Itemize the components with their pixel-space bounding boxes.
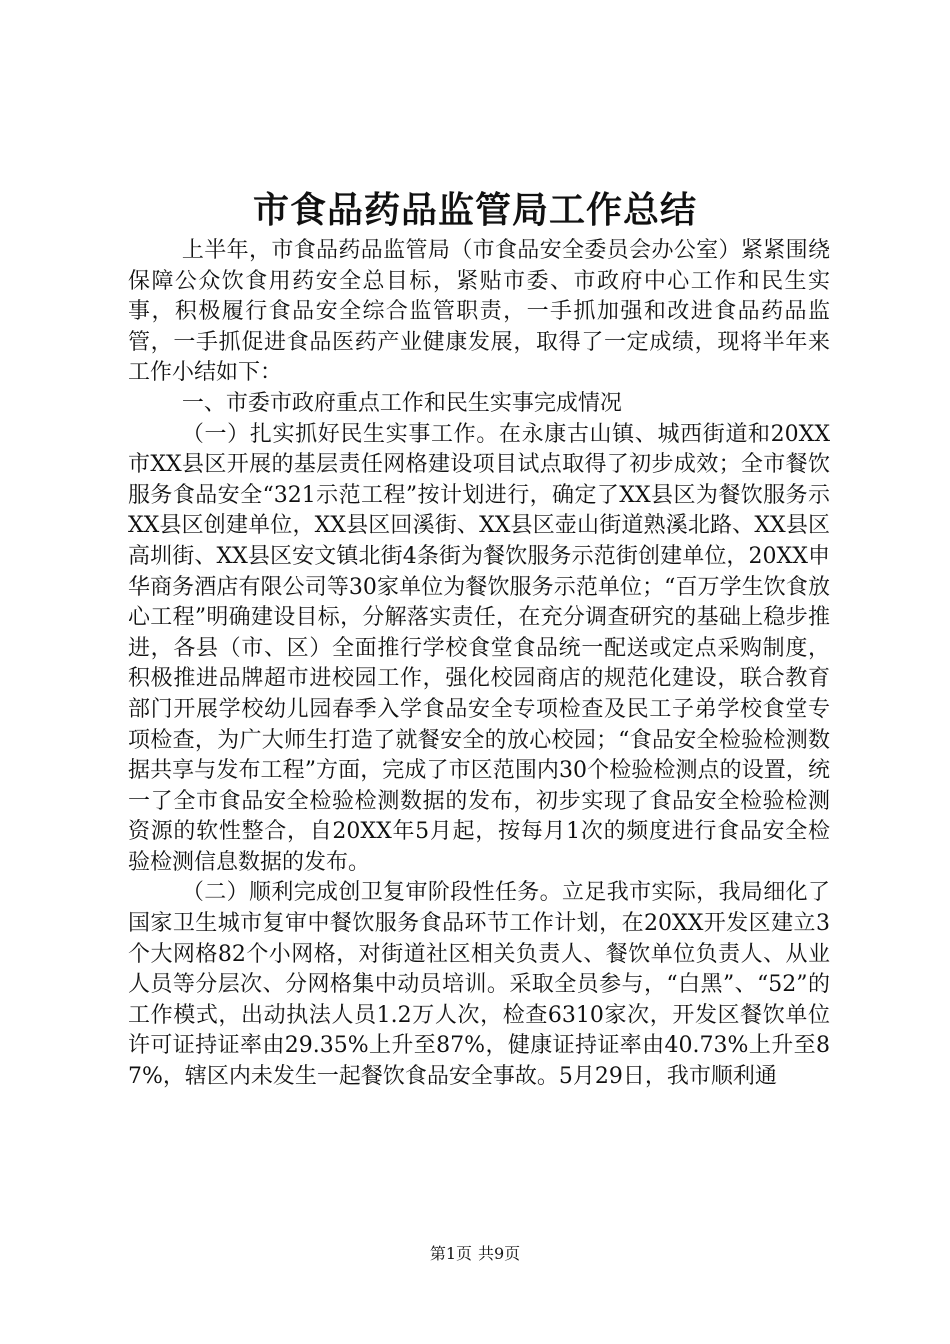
document-body [128,236,830,1093]
section-heading: 一、市委市政府重点工作和民生实事完成情况 [181,390,622,416]
document-title: 市食品药品监管局工作总结 [252,189,697,231]
intro-paragraph: 上半年，市食品药品监管局（市食品安全委员会办公室）紧紧围绕保障公众饮食用药安全总目标，紧贴市委、市政府中心工作和民生实事，积极履行食品安全综合监管职责，一手抓加强和改进食品药品监管，一手抓促进食品医药产业健康发展，取得了一定成绩，现将半年来工作小结如下： [128,238,830,386]
page-footer [0,1244,950,1264]
page-number: 第1页 [429,1244,472,1263]
body-paragraph-2: （二）顺利完成创卫复审阶段性任务。立足我市实际，我局细化了国家卫生城市复审中餐饮服务食品环节工作计划，在20XX开发区建立3个大网格82个小网格，对街道社区相关负责人、餐饮单位负责人、从业人员等分层次、分网格集中动员培训。采取全员参与，“白黑”、“52”的工作模式，出动执法人员1.2万人次，检查6310家次，开发区餐饮单位许可证持证率由29.35%上升至87%，健康证持证率由40.73%上升至87%，辖区内未发生一起餐饮食品安全事故。5月29日，我市顺利通 [128,880,830,1090]
body-paragraph-1: （一）扎实抓好民生实事工作。在永康古山镇、城西街道和20XX市XX县区开展的基层责任网格建设项目试点取得了初步成效；全市餐饮服务食品安全“321示范工程”按计划进行，确定了XX县区为餐饮服务示XX县区创建单位，XX县区回溪街、XX县区壶山街道熟溪北路、XX县区高圳街、XX县区安文镇北街4条街为餐饮服务示范街创建单位，20XX申华商务酒店有限公司等30家单位为餐饮服务示范单位；“百万学生饮食放心工程”明确建设目标，分解落实责任，在充分调查研究的基础上稳步推进，各县（市、区）全面推行学校食堂食品统一配送或定点采购制度，积极推进品牌超市进校园工作，强化校园商店的规范化建设，联合教育部门开展学校幼儿园春季入学食品安全专项检查及民工子弟学校食堂专项检查，为广大师生打造了就餐安全的放心校园；“食品安全检验检测数据共享与发布工程”方面，完成了市区范围内30个检验检测点的设置，统一了全市食品安全检验检测数据的发布，初步实现了食品安全检验检测资源的软性整合，自20XX年5月起，按每月1次的频度进行食品安全检验检测信息数据的发布。 [128,421,830,875]
page-total: 共9页 [478,1244,521,1263]
